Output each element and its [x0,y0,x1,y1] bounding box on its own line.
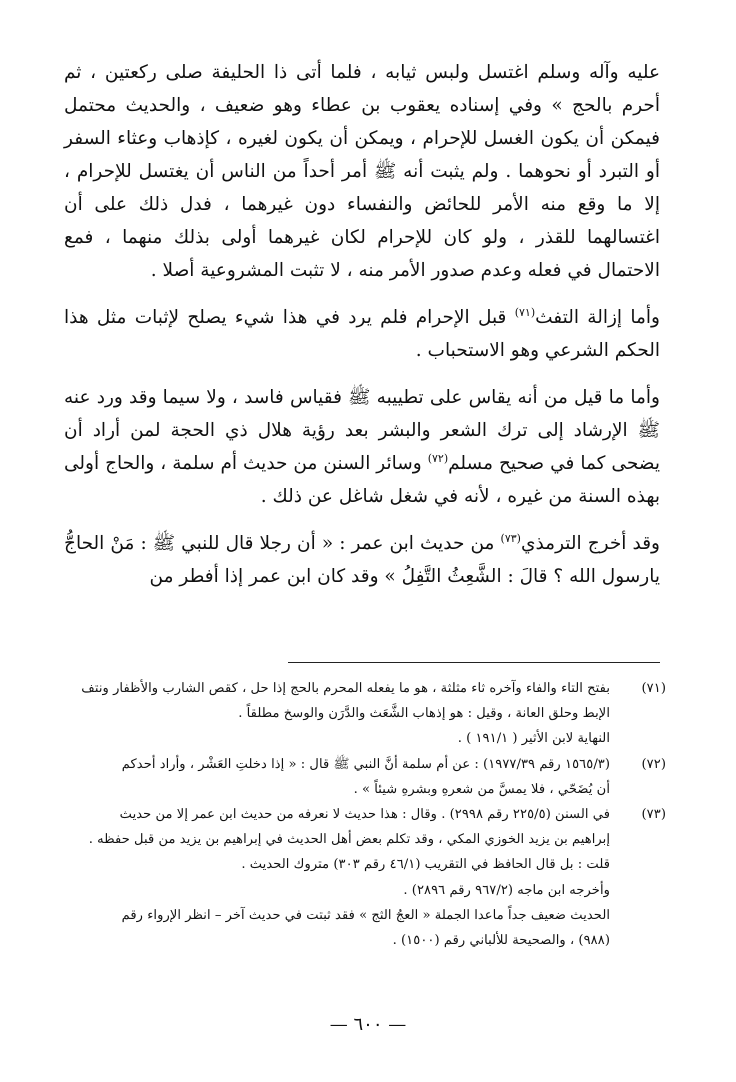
text-line: الحكم الشرعي وهو الاستحباب . [415,340,660,361]
footnote-line: الحديث ضعيف جداً ماعدا الجملة « العجُ الثج » فقد ثبتت في حديث آخر – انظر الإرواء رقم [121,907,610,923]
text-line: وأما ما قيل من أنه يقاس على تطييبه ﷺ فقياس فاسد ، ولا سيما وقد ورد [96,387,660,408]
footnote-number: (٧٣) [641,807,666,823]
footnote-line: (٩٨٨) ، والصحيحة للألباني رقم (١٥٠٠) . [392,933,610,949]
text-line: أو نحوهما . ولم يثبت أنه ﷺ أمر أحداً من الناس أن يغتسل للإحرام ، إلا ما وقع [64,161,660,215]
footnote-line: أن يُضَحّي ، فلا يمسَّ من شعرهِ وبشرهِ شيئاً » . [353,781,610,797]
text-line: عليه وآله وسلم اغتسل ولبس ثيابه ، فلما أتى ذا الحليفة صلى ركعتين ، ثم أحرم [64,62,661,116]
footnote-separator [288,662,660,663]
text-line: وأما إزالة التفث [535,307,660,328]
page-number: — ٦٠٠ — [329,1014,407,1035]
paragraph-3 [64,381,660,513]
footnote-ref[interactable]: (٧٣) [500,531,521,545]
text-line: وقد أخرج الترمذي [520,533,660,554]
text-line: وسائر السنن من حديث أم سلمة ، والحاج أولى [64,453,422,474]
footnote-72 [66,752,666,802]
footnotes [66,676,666,953]
footnote-line: النهاية لابن الأثير ( ١٩١/١ ) . [457,731,610,747]
footnote-line: إبراهيم بن يزيد الخوزي المكي ، وقد تكلم بعض أهل الحديث في إبراهيم بن يزيد من قبل حفظه . [88,832,610,848]
footnote-line: بفتح التاء والفاء وآخره ثاء مثلثة ، هو ما يفعله المحرم بالحج إذا حل ، كقص الشارب والأظفار ونتف [81,681,610,696]
text-line: مَنْ الحاجُّ يارسول الله ؟ قالَ : الشَّعِثُ التَّفِلُ » وقد كان ابن عمر إذا أفطر من [64,533,660,587]
footnote-line: وأخرجه ابن ماجه (٩٦٧/٢ رقم ٢٨٩٦) . [403,882,610,898]
paragraph-4 [64,527,660,593]
footnote-73 [66,802,666,953]
footnote-ref[interactable]: (٧٢) [427,451,449,465]
paragraph-2 [64,301,660,367]
text-line: من حديث ابن عمر : « أن رجلا قال للنبي ﷺ : [140,533,495,554]
text-line: بالحج » وفي إسناده يعقوب بن عطاء وهو ضعيف ، والحديث محتمل فيمكن أن [64,95,660,149]
text-line: عنه ﷺ الإرشاد إلى ترك الشعر والبشر بعد رؤية هلال ذي الحجة لمن أراد أن [64,387,660,441]
footnote-71 [66,676,666,752]
text-line: منه الأمر للحائض والنفساء دون غيرهما ، فدل ذلك على أن اغتسالهما للقذر ، ولو [64,194,660,248]
text-line: يكون الغسل للإحرام ، ويمكن أن يكون لغيره ، كإذهاب وعثاء السفر أو التبرد [64,128,660,182]
paragraph-1 [64,56,660,287]
main-text [64,56,660,593]
footnote-ref[interactable]: (٧١) [514,305,536,319]
footnote-line: قلت : بل قال الحافظ في التقريب (٤٦/١ رقم ٣٠٣) متروك الحديث . [241,857,610,873]
footnote-number: (٧١) [641,681,666,696]
text-line: يضحى كما في صحيح مسلم [448,453,660,474]
footnote-line: في السنن (٢٢٥/٥ رقم ٢٩٩٨) . وقال : هذا حديث لا نعرفه من حديث ابن عمر إلا من حديث [119,807,610,823]
footnote-line: (١٥٦٥/٣ رقم ١٩٧٧/٣٩) : عن أم سلمة أنَّ النبي ﷺ قال : « إذا دخلتِ العَشْر ، وأراد أحدكم [121,756,610,772]
footnote-line: الإبط وحلق العانة ، وقيل : هو إذهاب الشَّعَث والدَّرَن والوسخ مطلقاً . [238,706,610,722]
text-line: قبل الإحرام فلم يرد في هذا شيء يصلح لإثبات مثل هذا [64,307,507,328]
text-line: كان للإحرام لكان غيرهما أولى بذلك منهما ، فمع الاحتمال في فعله وعدم صدور [64,227,660,281]
footnote-number: (٧٢) [641,756,666,772]
text-line: بهذه السنة من غيره ، لأنه في شغل شاغل عن ذلك . [260,486,660,507]
text-line: الأمر منه ، لا تثبت المشروعية أصلا . [150,260,426,281]
